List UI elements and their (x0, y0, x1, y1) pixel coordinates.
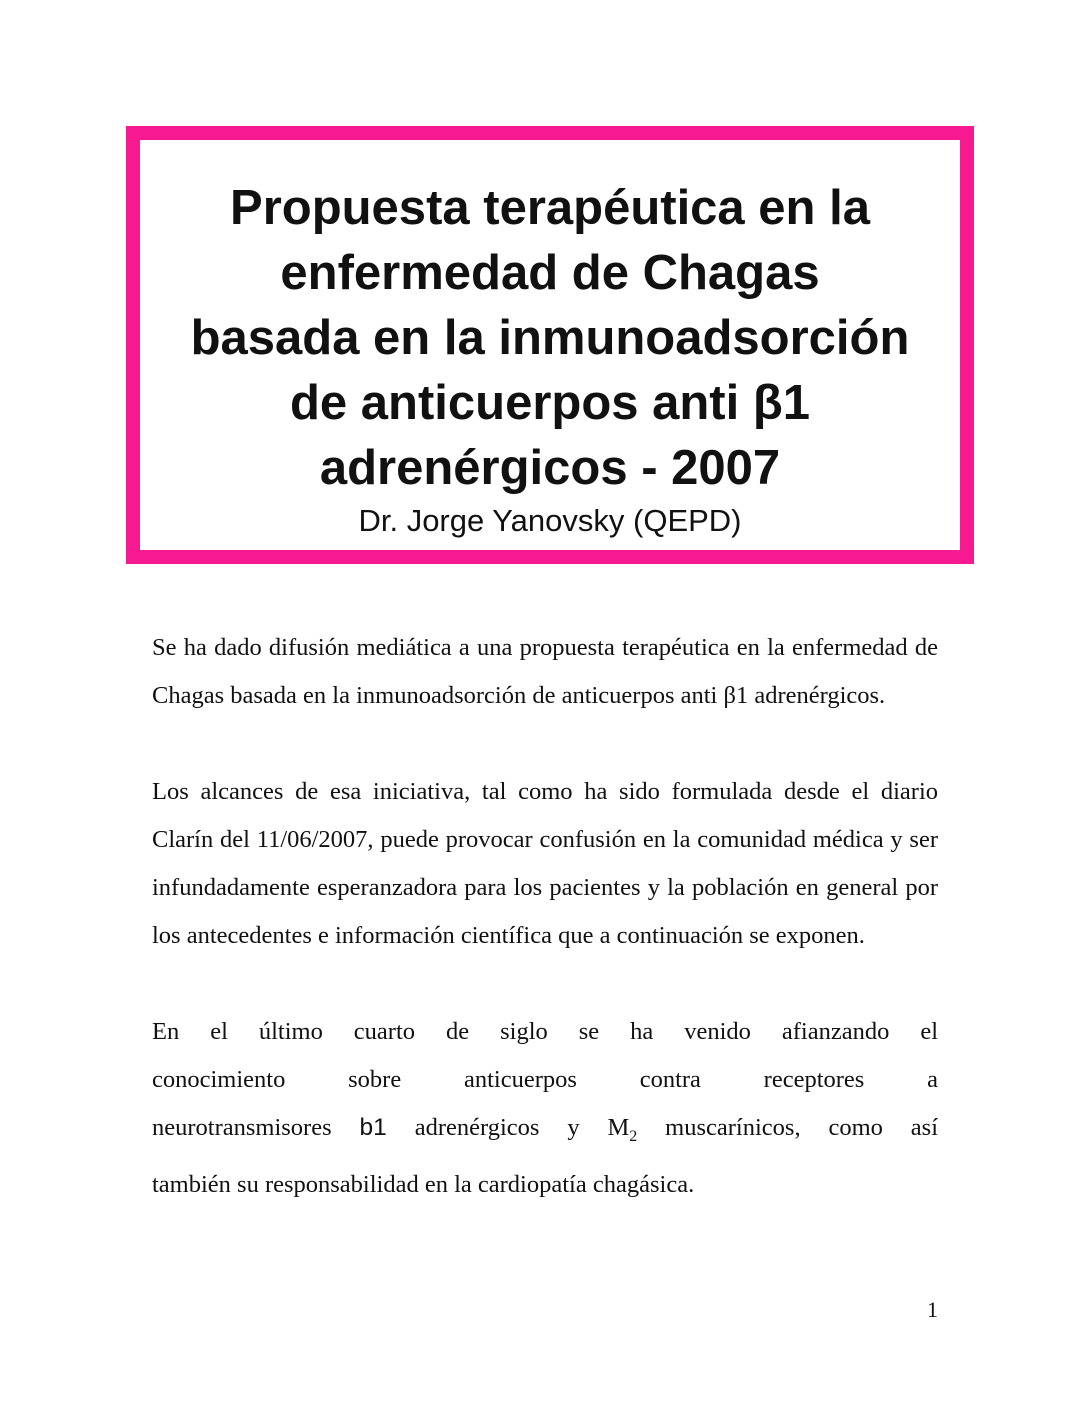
title-line: adrenérgicos - 2007 (319, 441, 781, 495)
paragraph-1: Se ha dado difusión mediática a una propuesta terapéutica en la enfermedad de Chagas basada en la inmunoadsorción de anticuerpos anti β1 adrenérgicos. (152, 634, 938, 709)
text-segment: neurotransmisores (152, 1114, 332, 1141)
author-line: Dr. Jorge Yanovsky (QEPD) (358, 503, 742, 538)
document-title (140, 140, 960, 501)
paragraph-3-line-4: también su responsabilidad en la cardiopatía chagásica. (152, 1170, 695, 1198)
page-number: 1 (927, 1297, 938, 1322)
paragraph-3-line-3 (152, 1104, 938, 1161)
title-line: enfermedad de Chagas (280, 246, 820, 300)
paragraph-2: Los alcances de esa iniciativa, tal como ha sido formulada desde el diario Clarín del 11/06/2007, puede provocar confusión en la comunidad médica y ser infundadamente esperanzadora para los pacientes y la población en general por los antecedentes e información científica que a continuación se exponen. (152, 778, 938, 949)
text-segment: adrenérgicos y M (414, 1114, 630, 1141)
subscript: 2 (629, 1127, 638, 1145)
title-box (126, 126, 974, 564)
title-line: basada en la inmunoadsorción (190, 311, 910, 365)
title-line: Propuesta terapéutica en la (230, 181, 870, 235)
title-line: de anticuerpos anti β1 (289, 376, 811, 430)
document-body (152, 624, 938, 1257)
beta-symbol: b1 (359, 1114, 387, 1141)
paragraph-3 (152, 1008, 938, 1209)
paragraph-3-line-2: conocimiento sobre anticuerpos contra receptores a (152, 1066, 938, 1093)
paragraph-3-line-1: En el último cuarto de siglo se ha venido afianzando el (152, 1018, 938, 1045)
text-segment: muscarínicos, como así (665, 1114, 939, 1141)
